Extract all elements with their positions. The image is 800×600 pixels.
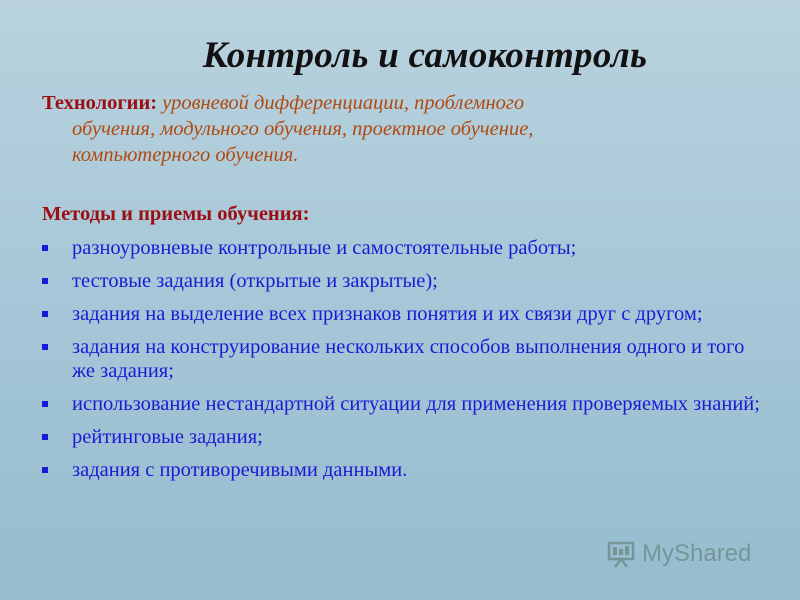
bullet-icon <box>42 311 48 317</box>
list-item <box>42 458 762 482</box>
bullet-icon <box>42 278 48 284</box>
list-item <box>42 302 762 326</box>
list-item <box>42 269 762 293</box>
list-item-text: использование нестандартной ситуации для применения проверяемых знаний; <box>72 393 760 415</box>
watermark-text: MyShared <box>642 540 752 567</box>
bullet-icon <box>42 401 48 407</box>
technologies-line-3: компьютерного обучения. <box>72 144 299 166</box>
methods-heading: Методы и приемы обучения: <box>42 203 310 225</box>
technologies-line-2: обучения, модульного обучения, проектное обучение, <box>72 118 534 140</box>
list-item <box>42 335 762 383</box>
bullet-icon <box>42 434 48 440</box>
list-item-text: задания на конструирование нескольких способов выполнения одного и того же задания; <box>72 336 745 382</box>
watermark-logo <box>606 536 766 572</box>
methods-list <box>42 236 762 491</box>
slide-title: Контроль и самоконтроль <box>202 35 648 76</box>
bullet-icon <box>42 344 48 350</box>
list-item-text: задания с противоречивыми данными. <box>72 459 408 481</box>
list-item <box>42 425 762 449</box>
bullet-icon <box>42 467 48 473</box>
technologies-paragraph <box>42 90 742 168</box>
list-item <box>42 236 762 260</box>
list-item-text: рейтинговые задания; <box>72 426 263 448</box>
list-item <box>42 392 762 416</box>
technologies-lead: Технологии: <box>42 92 158 114</box>
technologies-line-1: уровневой дифференциации, проблемного <box>157 92 525 114</box>
list-item-text: тестовые задания (открытые и закрытые); <box>72 270 438 292</box>
bullet-icon <box>42 245 48 251</box>
presentation-icon <box>606 539 636 569</box>
list-item-text: задания на выделение всех признаков понятия и их связи друг с другом; <box>72 303 703 325</box>
list-item-text: разноуровневые контрольные и самостоятельные работы; <box>72 237 577 259</box>
